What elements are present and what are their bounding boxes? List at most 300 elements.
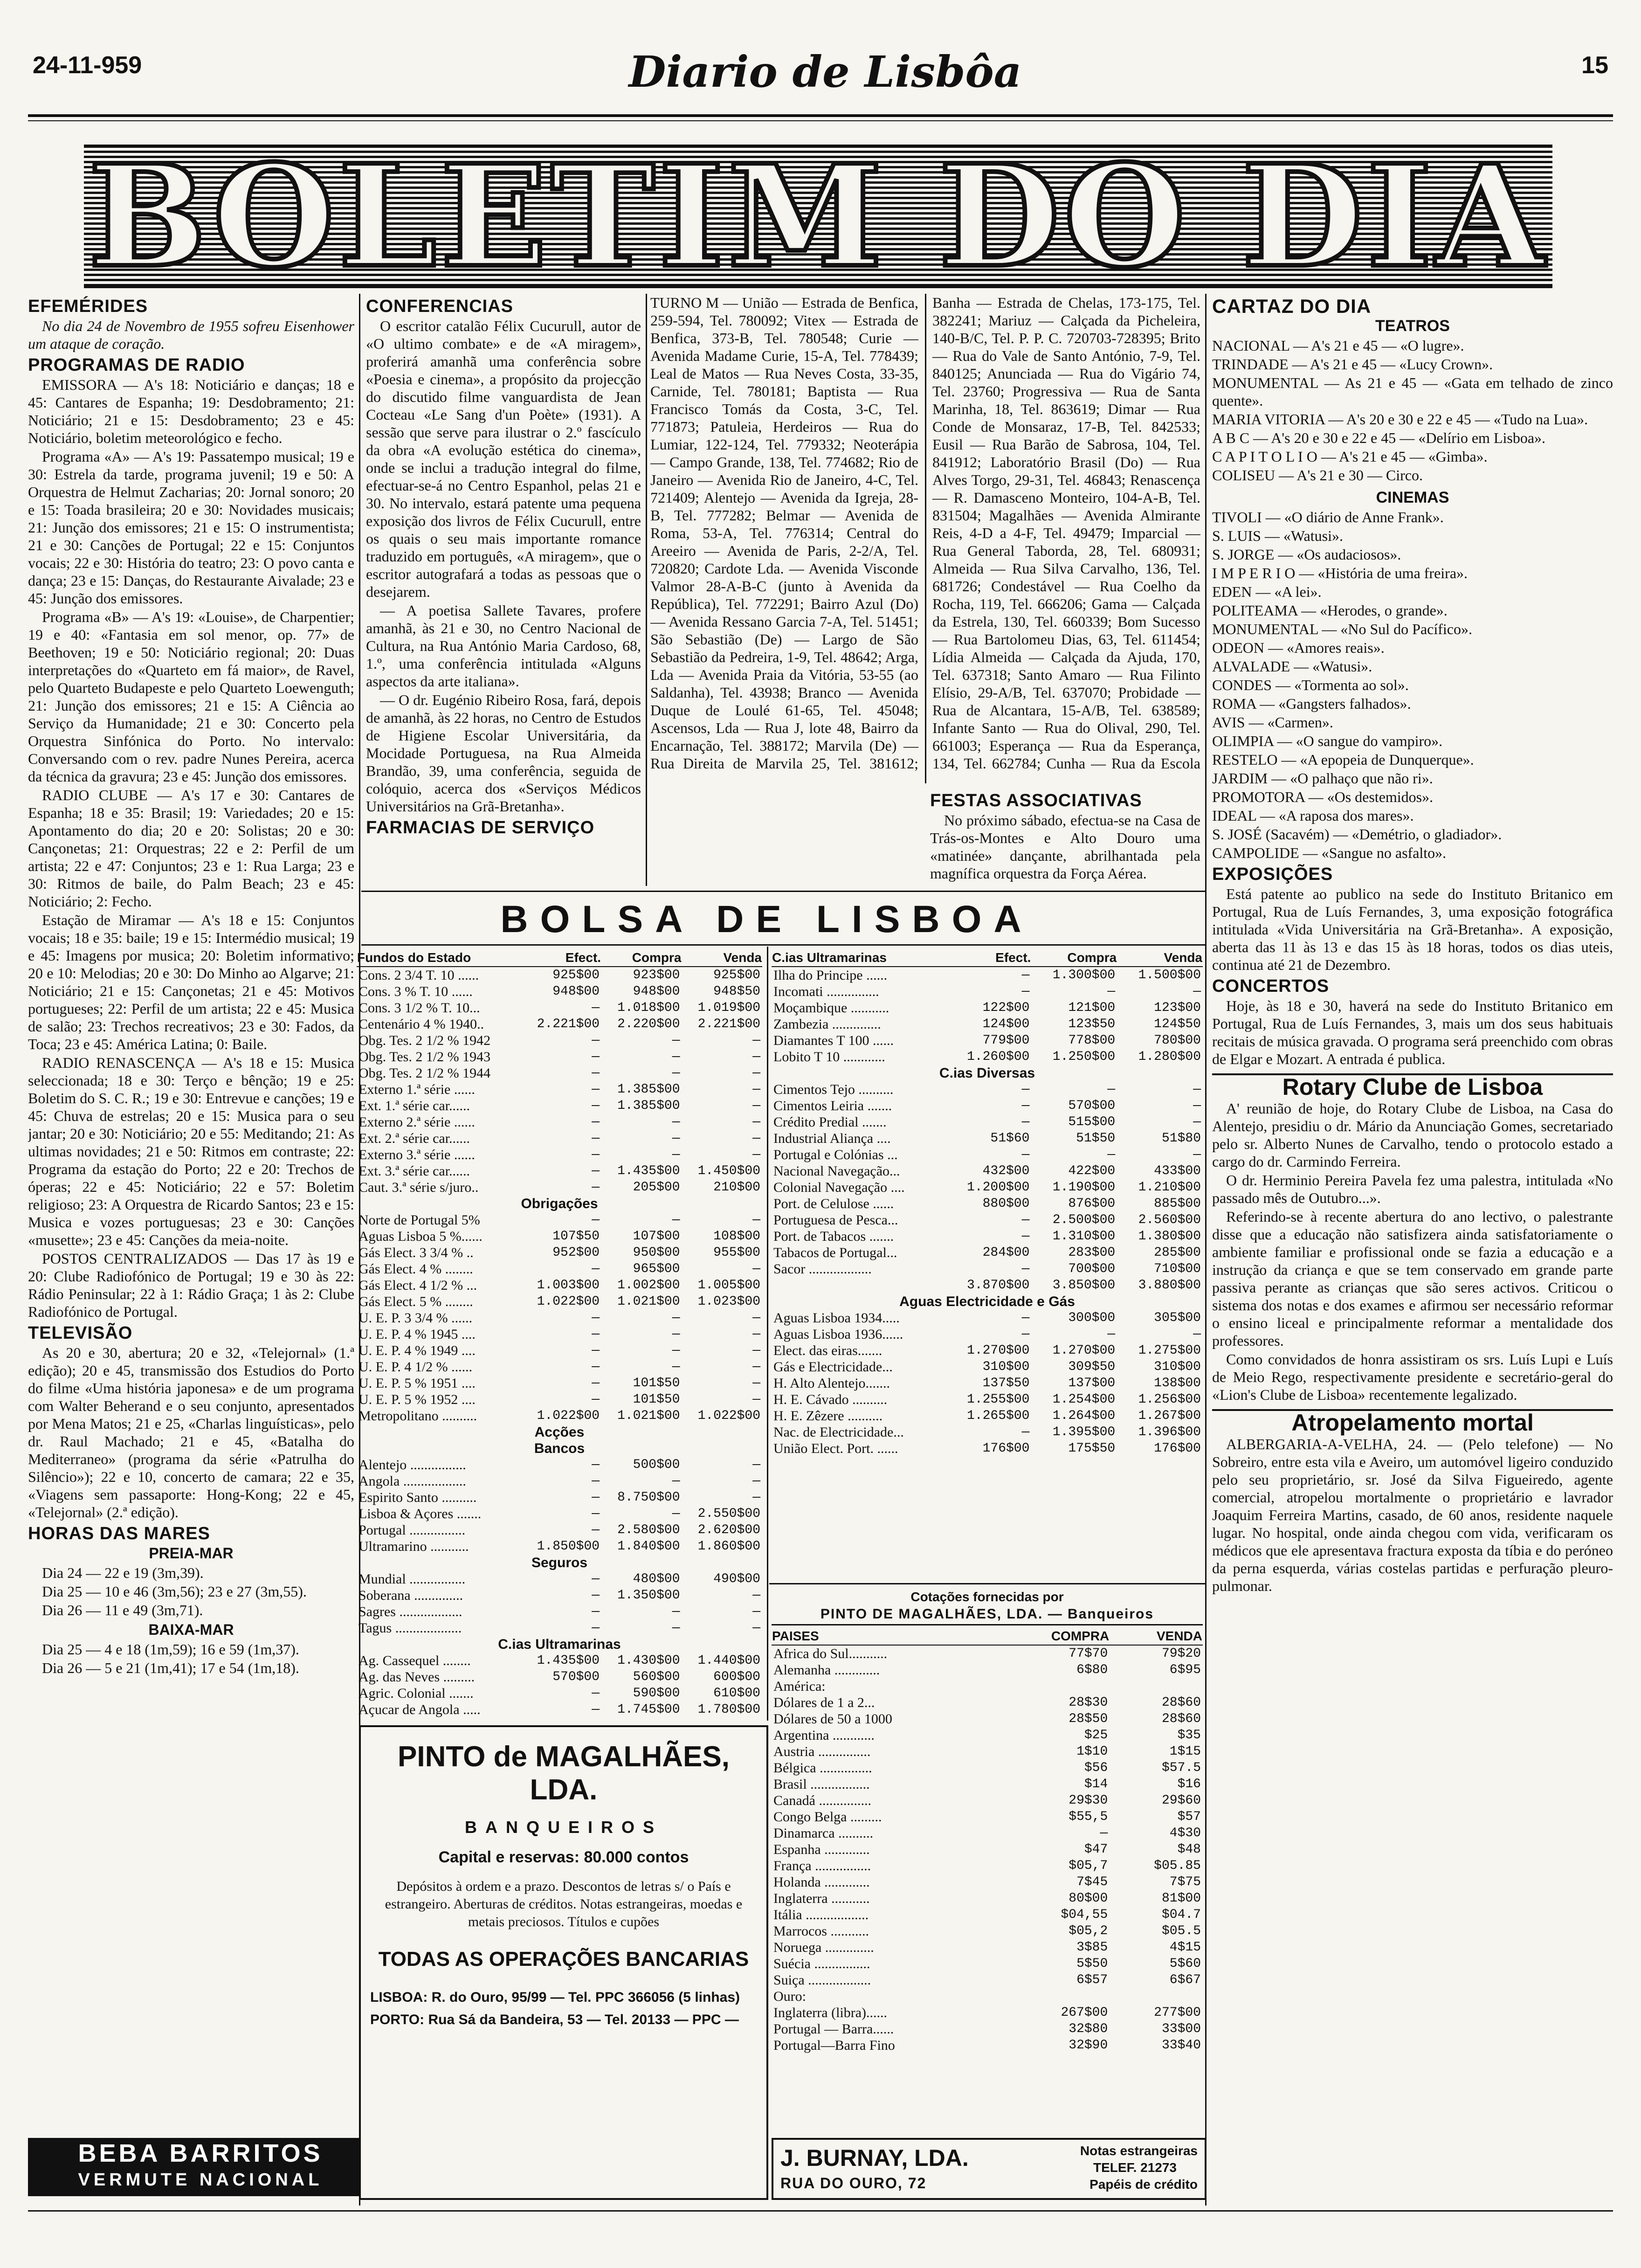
seguros-label: Seguros — [531, 1555, 588, 1570]
row-value: — — [1021, 1311, 1030, 1325]
table-row — [357, 1342, 762, 1359]
table-row — [772, 1310, 1203, 1326]
row-label: Gás Elect. 3 3/4 % .. — [359, 1245, 474, 1260]
table-row — [772, 1939, 1203, 1956]
row-label — [772, 1277, 946, 1293]
row-value: — — [672, 1327, 680, 1341]
row-label: Dólares de 1 a 2... — [773, 1695, 875, 1710]
preia-mar-line: Dia 26 — 11 e 49 (3m,71). — [42, 1602, 203, 1618]
row-value: — — [592, 1343, 600, 1358]
table-row — [772, 1375, 1203, 1391]
televisao-heading: TELEVISÃO — [28, 1323, 133, 1343]
row-label: Metropolitano .......... — [359, 1408, 477, 1424]
table-row — [772, 967, 1203, 983]
row-value: 51$60 — [990, 1131, 1030, 1146]
row-label: Gás e Electricidade... — [773, 1359, 893, 1375]
listing-item: C A P I T O L I O — A's 21 e 45 — «Gimba». — [1212, 448, 1488, 465]
row-label: Alentejo ................ — [359, 1457, 466, 1473]
table-row — [772, 1359, 1203, 1375]
row-value: — — [672, 1474, 680, 1488]
table-row — [357, 1473, 762, 1489]
row-value: 433$00 — [1154, 1164, 1201, 1178]
table-row — [772, 1743, 1203, 1760]
table-row — [357, 1685, 762, 1701]
row-value: 948$50 — [713, 984, 760, 999]
row-value: 77$70 — [1069, 1646, 1108, 1661]
table-row — [357, 1587, 762, 1604]
col-header: C.ias Ultramarinas — [772, 949, 946, 967]
row-value: 28$60 — [1161, 1695, 1201, 1710]
row-value: $56 — [1084, 1761, 1108, 1775]
concertos-heading: CONCERTOS — [1212, 976, 1330, 996]
bolsa-top-rule — [361, 891, 1205, 892]
cotacoes-title: Cotações fornecidas por — [910, 1590, 1064, 1604]
row-value: 1.260$00 — [967, 1050, 1030, 1064]
row-value: 80$00 — [1069, 1891, 1108, 1906]
row-value: 1.395$00 — [1052, 1425, 1116, 1439]
listing-item: I M P E R I O — «História de uma freira». — [1212, 565, 1468, 581]
row-label: Cons. 2 3/4 T. 10 ...... — [359, 968, 479, 983]
row-value: 1.256$00 — [1138, 1392, 1201, 1407]
listing-item: ODEON — «Amores reais». — [1212, 639, 1385, 656]
farmacias-list — [650, 294, 1200, 783]
row-value: — — [752, 1082, 760, 1097]
row-value: — — [1021, 1262, 1030, 1276]
table-row — [772, 1261, 1203, 1277]
row-value: — — [1021, 1082, 1030, 1097]
row-value: — — [592, 1066, 600, 1080]
burnay-ad-name: J. BURNAY, LDA. — [780, 2145, 969, 2171]
table-row — [357, 1701, 762, 1718]
row-value: — — [752, 1066, 760, 1080]
table-row — [772, 1809, 1203, 1825]
teatros-label: TEATROS — [1375, 317, 1450, 335]
programa-miramar: Estação de Miramar — A's 18 e 15: Conjuntos vocais; 18 e 35: baile; 19 e 15: Intermédio musical; 19 e 45: Imagens por musica; 20: Boletim informativo; 20 e 10: Melodias; 20 e 30: Do Minho ao Algarve; 21: Noticiário; 21 e 15: Cançonetas; 21 e 45: Motivos portugueses; 22: Perfil de um artista; 22 e 45: Musica de salão; 23: Trechos recreativos; 23 e 30: Fados, da Toca; 23 e 45: América Latina; 0: Baile. — [28, 912, 354, 1052]
row-label: Gás Elect. 5 % ........ — [359, 1294, 473, 1309]
row-value: $55,5 — [1069, 1810, 1108, 1824]
row-value: 7$75 — [1169, 1875, 1201, 1889]
row-value: 570$00 — [552, 1670, 600, 1684]
pinto-ad-ops: TODAS AS OPERAÇÕES BANCARIAS — [378, 1948, 749, 1971]
obrigacoes-label: Obrigações — [521, 1196, 598, 1211]
row-value: 955$00 — [713, 1245, 760, 1260]
row-value: 779$00 — [982, 1033, 1030, 1048]
row-value: 1.396$00 — [1138, 1425, 1201, 1439]
row-value: — — [672, 1115, 680, 1129]
row-value: — — [1107, 1082, 1116, 1097]
atropelamento-heading: Atropelamento mortal — [1291, 1410, 1534, 1436]
listing-item: MARIA VITORIA — A's 20 e 30 e 22 e 45 — «Tudo na Lua». — [1212, 411, 1588, 428]
row-value: 5$60 — [1169, 1957, 1201, 1971]
row-value: — — [752, 1474, 760, 1488]
listing-item: AVIS — «Carmen». — [1212, 714, 1333, 731]
efemerides-text: No dia 24 de Novembro de 1955 sofreu Eisenhower um ataque de coração. — [28, 318, 354, 352]
row-value: 1.200$00 — [967, 1180, 1030, 1195]
row-value: 124$00 — [982, 1017, 1030, 1031]
row-value: 28$60 — [1161, 1712, 1201, 1726]
cartaz-heading: CARTAZ DO DIA — [1212, 295, 1372, 317]
festas-heading: FESTAS ASSOCIATIVAS — [930, 791, 1142, 810]
listing-item: IDEAL — «A raposa dos mares». — [1212, 807, 1414, 824]
row-value: 1.023$00 — [697, 1294, 760, 1309]
row-label: Port. de Tabacos ....... — [773, 1229, 894, 1244]
row-label: Dinamarca .......... — [773, 1825, 874, 1841]
row-value: $57 — [1177, 1810, 1201, 1824]
row-label: Açucar de Angola ..... — [359, 1702, 481, 1717]
col-header: Efect. — [946, 949, 1032, 967]
row-label: Elect. das eiras....... — [773, 1343, 883, 1358]
row-value: 123$00 — [1154, 1001, 1201, 1015]
row-value: 79$20 — [1161, 1646, 1201, 1661]
page-header — [33, 47, 1608, 107]
row-value: 1.780$00 — [697, 1702, 760, 1717]
row-label: Marrocos ........... — [773, 1923, 869, 1939]
table-row — [772, 983, 1203, 1000]
listing-item: RESTELO — «A epopeia de Dunquerque». — [1212, 751, 1474, 768]
table-row — [772, 1907, 1203, 1923]
row-value: 3.850$00 — [1052, 1278, 1116, 1293]
col-header: COMPRA — [1001, 1627, 1110, 1645]
row-value: 610$00 — [713, 1686, 760, 1701]
row-value: — — [1107, 984, 1116, 999]
row-label: Tagus ................... — [359, 1620, 462, 1636]
row-value: 81$00 — [1161, 1891, 1201, 1906]
table-row — [357, 983, 762, 1000]
table-row — [357, 1506, 762, 1522]
row-value: 1.022$00 — [537, 1409, 600, 1423]
row-value: 515$00 — [1068, 1115, 1116, 1129]
table-row — [772, 1890, 1203, 1907]
mares-heading: HORAS DAS MARES — [28, 1524, 210, 1543]
row-value: 1.210$00 — [1138, 1180, 1201, 1195]
table-row — [357, 1179, 762, 1196]
row-value: 137$50 — [982, 1376, 1030, 1390]
header-rule — [28, 114, 1613, 117]
row-label: Noruega .............. — [773, 1940, 874, 1955]
table-row — [357, 1000, 762, 1016]
bolsa-bottom-rule — [361, 944, 1205, 946]
row-value: — — [752, 1376, 760, 1390]
row-label: Itália .................. — [773, 1907, 869, 1922]
barritos-ad — [28, 2138, 373, 2196]
row-value: — — [592, 1050, 600, 1064]
row-label: Cimentos Leiria ....... — [773, 1098, 892, 1113]
row-label: Brasil ................. — [773, 1777, 870, 1792]
row-value: 283$00 — [1068, 1245, 1116, 1260]
row-value: 965$00 — [633, 1262, 680, 1276]
burnay-ad-line1: Notas estrangeiras — [1080, 2144, 1198, 2158]
listing-item: JARDIM — «O palhaço que não ri». — [1212, 770, 1433, 787]
row-value: 1.265$00 — [967, 1409, 1030, 1423]
row-label: Austria ............... — [773, 1744, 871, 1759]
row-label: Externo 1.ª série ...... — [359, 1082, 475, 1097]
row-label: Dólares de 50 a 1000 — [773, 1711, 892, 1727]
row-value: $25 — [1084, 1728, 1108, 1742]
burnay-ad-line3: Papéis de crédito — [1089, 2177, 1198, 2192]
row-value: — — [592, 1702, 600, 1717]
row-value: — — [752, 1033, 760, 1048]
row-value: 305$00 — [1154, 1311, 1201, 1325]
row-value: — — [1021, 1213, 1030, 1227]
row-value: 925$00 — [713, 968, 760, 982]
row-label: H. Alto Alentejo....... — [773, 1376, 890, 1391]
table-row — [357, 1489, 762, 1506]
row-value: 1.003$00 — [537, 1278, 600, 1293]
row-label: Cons. 3 1/2 % T. 10... — [359, 1000, 480, 1016]
burnay-ad — [772, 2138, 1207, 2200]
row-value: 600$00 — [713, 1670, 760, 1684]
row-value: 700$00 — [1068, 1262, 1116, 1276]
table-row — [357, 1065, 762, 1081]
table-row — [772, 1342, 1203, 1359]
row-value: — — [592, 1588, 600, 1603]
row-value: 4$30 — [1169, 1826, 1201, 1840]
row-value: — — [1193, 1082, 1201, 1097]
row-label: Obg. Tes. 2 1/2 % 1944 — [359, 1065, 491, 1081]
row-value: 1.018$00 — [617, 1001, 680, 1015]
table-row — [357, 1081, 762, 1098]
row-label: Externo 3.ª série ...... — [359, 1147, 475, 1162]
table-row — [357, 1653, 762, 1669]
row-value: 780$00 — [1154, 1033, 1201, 1048]
banner-title: BOLETIM DO DIA — [88, 134, 1548, 298]
table-row — [772, 1049, 1203, 1065]
row-value: — — [592, 1327, 600, 1341]
row-value: 778$00 — [1068, 1033, 1116, 1048]
exposicoes-heading: EXPOSIÇÕES — [1212, 864, 1333, 884]
row-value: 101$50 — [633, 1392, 680, 1407]
row-value: 880$00 — [982, 1196, 1030, 1211]
row-value: 1.840$00 — [617, 1539, 680, 1554]
table-row — [357, 1457, 762, 1473]
table-row — [772, 1760, 1203, 1776]
row-label: Aguas Lisboa 1934..... — [773, 1310, 900, 1326]
row-value: — — [672, 1311, 680, 1325]
row-label: Mundial ................ — [359, 1571, 466, 1587]
row-value: 1.440$00 — [697, 1653, 760, 1668]
row-value: — — [672, 1050, 680, 1064]
row-value: — — [672, 1131, 680, 1146]
table-row — [772, 1841, 1203, 1858]
row-value: 1.300$00 — [1052, 968, 1116, 982]
row-value: 175$50 — [1068, 1441, 1116, 1456]
row-label: U. E. P. 4 % 1945 .... — [359, 1327, 476, 1342]
table-row — [357, 1130, 762, 1147]
listing-item: POLITEAMA — «Herodes, o grande». — [1212, 602, 1448, 619]
table-row — [772, 1825, 1203, 1841]
listing-item: MONUMENTAL — As 21 e 45 — «Gata em telhado de zinco quente». — [1212, 374, 1613, 409]
ultramarinas-table — [772, 949, 1203, 1457]
burnay-ad-line2: TELEF. 21273 — [1093, 2160, 1177, 2175]
table-row — [772, 1874, 1203, 1890]
row-value: — — [592, 1507, 600, 1521]
table-row — [357, 1408, 762, 1424]
row-value: — — [752, 1458, 760, 1472]
row-value: — — [752, 1050, 760, 1064]
row-value: 285$00 — [1154, 1245, 1201, 1260]
row-value: — — [592, 1099, 600, 1113]
pinto-ad-capital: Capital e reservas: 80.000 contos — [438, 1848, 689, 1866]
table-row — [357, 1245, 762, 1261]
row-value: 1.021$00 — [617, 1294, 680, 1309]
row-value: — — [592, 1360, 600, 1374]
table-row — [772, 1114, 1203, 1130]
row-value: 1$15 — [1169, 1744, 1201, 1759]
listing-item: A B C — A's 20 e 30 e 22 e 45 — «Delírio em Lisboa». — [1212, 429, 1546, 446]
row-label: Moçambique ........... — [773, 1000, 889, 1016]
festas-text: No próximo sábado, efectua-se na Casa de Trás-os-Montes e Alto Douro uma «matinée» dançante, abrilhantada pela magnífica orquestra da Força Aérea. — [930, 812, 1200, 882]
col-header: Compra — [1031, 949, 1117, 967]
row-label: Ext. 3.ª série car...... — [359, 1163, 470, 1179]
table-row — [772, 1081, 1203, 1098]
column-divider — [646, 294, 647, 886]
row-value: 1.250$00 — [1052, 1050, 1116, 1064]
row-value: 51$80 — [1161, 1131, 1201, 1146]
row-label: Incomati ............... — [773, 984, 879, 999]
row-value: 1.350$00 — [617, 1588, 680, 1603]
rotary-text: O dr. Herminio Pereira Pavela fez uma palestra, intitulada «No passado mês de Outubro...». — [1212, 1172, 1613, 1206]
accoes-label: Acções — [534, 1424, 585, 1440]
cotacoes-block — [772, 1588, 1203, 2138]
row-value: 1.254$00 — [1052, 1392, 1116, 1407]
table-row — [772, 1662, 1203, 1678]
column-conferencias — [366, 294, 641, 886]
row-value: $05.5 — [1161, 1924, 1201, 1938]
row-label: Cimentos Tejo .......... — [773, 1082, 894, 1097]
row-value: 300$00 — [1068, 1311, 1116, 1325]
row-label: Crédito Predial ....... — [773, 1114, 887, 1130]
row-value: 137$00 — [1068, 1376, 1116, 1390]
column-divider — [1205, 294, 1207, 2206]
cinemas-list — [1212, 508, 1613, 862]
exposicoes-text: Está patente ao publico na sede do Instituto Britanico em Portugal, Rua de Luís Fernandes, 3, uma exposição fotográfica intitulada «Vida Universitária na Grã-Bretanha». A exposição, aberta das 11 às 13 e das 15 às 18 horas, todos os dias uteis, continua até 21 de Dezembro. — [1212, 885, 1613, 973]
row-value: 950$00 — [633, 1245, 680, 1260]
row-value: — — [752, 1343, 760, 1358]
row-label: Nac. de Electricidade... — [773, 1424, 904, 1440]
row-value: $04.7 — [1161, 1908, 1201, 1922]
table-row — [357, 1016, 762, 1032]
header-rule-thin — [28, 120, 1613, 121]
row-value: $05,2 — [1069, 1924, 1108, 1938]
row-label: Congo Belga ......... — [773, 1809, 882, 1825]
listing-item: S. LUIS — «Watusi». — [1212, 527, 1343, 544]
row-value: 6$95 — [1169, 1663, 1201, 1677]
row-value: 2.560$00 — [1138, 1213, 1201, 1227]
row-value: 952$00 — [552, 1245, 600, 1260]
row-value: — — [592, 1213, 600, 1227]
row-value: 2.221$00 — [697, 1017, 760, 1031]
row-label: Bélgica ............... — [773, 1760, 872, 1776]
row-value: 1.745$00 — [617, 1702, 680, 1717]
table-row — [772, 1245, 1203, 1261]
row-value: — — [1100, 1826, 1108, 1840]
row-label: Espanha ............. — [773, 1842, 870, 1857]
farmacias-text: TURNO M — União — Estrada de Benfica, 259-594, Tel. 780092; Vitex — Estrada de Benfica, 373-B, Tel. 780548; Curie — Avenida Madame Curie, 15-A, Tel. 778439; Leal de Matos — Rua Neves Costa, 33-35, Carnide, Tel. 780181; Baptista — Rua Francisco Tomás da Costa, 3-C, Tel. 771873; Patuleia, Herdeiros — Rua do Lumiar, 122-124, Tel. 779332; Neoterápia — Campo Grande, 138, Tel. 774682; Rio de Janeiro — Avenida Rio de Janeiro, 4-C, Tel. 721409; Alentejo — Avenida da Igreja, 28-B, Tel. 777282; Belmar — Avenida de Roma, 53-A, Tel. 776314; Central do Areeiro — Avenida de Paris, 2-2/A, Tel. 720820; Cardote Lda. — Avenida Visconde Valmor 28-A-B-C (junto à Avenida da República), Tel. 772291; Bairro Azul (Do) — Avenida Ressano Garcia 7-A, Tel. 51451; São Sebastião (De) — Largo de São Sebastião da Pedreira, 1-9, Tel. 48642; Arga, Lda — Avenida Praia da Vitória, 53-55 (ao Saldanha), Tel. 43938; Branco — Avenida Duque de Loulé 61-65, Tel. 45048; Ascensos, Lda — Rua J, lote 48, Bairro da Encarnação, Tel. 388172; Marvila (De) — Rua Direita de Marvila 25, Tel. 381612; Banha — Estrada de Chelas, 173-175, Tel. 382241; Mariuz — Calçada da Picheleira, 140-B/C, Tel. P. P. C. 720703-728395; Brito — Rua do Vale de Santo António, 7-9, Tel. 840125; Anunciada — Rua do Vigário 74, Tel. 23760; Progressiva — Rua de Santa Marinha, 18, Tel. 863619; Dimar — Rua Conde de Monsaraz, 17-B, Tel. 842533; Eusil — Rua Barão de Sabrosa, 104, Tel. 841912; Laboratório Brasil (Do) — Rua Alves Torgo, 29-31, Tel. 46843; Renascença — R. Damasceno Monteiro, 104-A-B, Tel. 831504; Magalhães — Avenida Almirante Reis, 4-D a 4-F, Tel. 49479; Imparcial — Rua General Taborda, 28, Tel. 680931; Almeida — Rua Silva Carvalho, 136, Tel. 681726; Condestável — Rua Coelho da Rocha, 119, Tel. 666206; Gama — Calçada da Estrela, 130, Tel. 660339; Bom Sucesso — Rua Bartolomeu Dias, 63, Tel. 611454; Lídia Almeida — Calçada da Ajuda, 170, Tel. 637318; Santo Amaro — Rua Filinto Elísio, 29-A/B, Tel. 637070; Probidade — Rua de Alcantara, 15-A/B, Tel. 638589; Infante Santo — Rua do Olival, 290, Tel. 661003; Esperança — Rua da Esperança, 134, Tel. 662784; Cunha — Rua da Escola — [650, 294, 1200, 772]
listing-item: COLISEU — A's 21 e 30 — Circo. — [1212, 467, 1423, 484]
row-value: 2.580$00 — [617, 1523, 680, 1537]
row-value: 1.380$00 — [1138, 1229, 1201, 1244]
table-row — [357, 1147, 762, 1163]
row-label: Ouro: — [773, 1989, 806, 2004]
row-label: Lisboa & Açores ....... — [359, 1506, 482, 1521]
row-value: 6$57 — [1076, 1973, 1108, 1987]
table-row — [357, 1277, 762, 1293]
row-value: 480$00 — [633, 1572, 680, 1586]
row-value: — — [592, 1572, 600, 1586]
programa-a: Programa «A» — A's 19: Passatempo musical; 19 e 30: Estrela da tarde, programa juvenil; 19 e 50: A Orquestra de Helmut Zacharias; 20: Jornal sonoro; 20 e 15: Toada brasileira; 20 e 30: Novidades musicais; 21: Junção dos emissores; 21 e 15: O instrumentista; 21 e 30: Canções de Portugal; 22 e 15: Conjuntos vocais; 22 e 30: História do teatro; 23: O povo canta e dança; 23 e 15: Danças, do Restaurante Aivalade; 23 e 45: Junção dos emissores. — [28, 448, 354, 607]
table-row — [357, 1310, 762, 1326]
table-row — [772, 1923, 1203, 1939]
row-label: Lobito T 10 ............ — [773, 1049, 885, 1065]
row-label: Portugal e Colónias ... — [773, 1147, 898, 1162]
bancos-label: Bancos — [534, 1441, 585, 1456]
row-value: 876$00 — [1068, 1196, 1116, 1211]
row-label: Argentina ............ — [773, 1728, 875, 1743]
row-label: Gás Elect. 4 % ........ — [359, 1261, 473, 1277]
baixa-mar-line: Dia 25 — 4 e 18 (1m,59); 16 e 59 (1m,37). — [42, 1641, 299, 1658]
table-row — [772, 1326, 1203, 1342]
row-label: Inglaterra (libra)...... — [773, 2005, 888, 2020]
row-value: — — [592, 1115, 600, 1129]
table-row — [772, 1163, 1203, 1179]
row-value: — — [592, 1604, 600, 1619]
row-value: — — [592, 1262, 600, 1276]
bolsa-right-table — [772, 949, 1203, 1583]
row-label: U. E. P. 5 % 1951 .... — [359, 1376, 476, 1391]
table-row — [772, 1000, 1203, 1016]
agua-label: Aguas Electricidade e Gás — [899, 1294, 1075, 1309]
table-row — [772, 1391, 1203, 1408]
row-label: Portugal — Barra...... — [773, 2021, 894, 2037]
bolsa-title: BOLSA DE LISBOA — [500, 898, 1034, 940]
row-value: 432$00 — [982, 1164, 1030, 1178]
row-value: 3.880$00 — [1138, 1278, 1201, 1293]
table-row — [772, 1694, 1203, 1711]
table-row — [772, 1956, 1203, 1972]
page-number: 15 — [1581, 52, 1608, 79]
table-row — [772, 1711, 1203, 1727]
row-value: 2.550$00 — [697, 1507, 760, 1521]
table-row — [772, 1424, 1203, 1440]
row-value: 2.500$00 — [1052, 1213, 1116, 1227]
row-value: — — [1193, 984, 1201, 999]
fundos-table — [357, 949, 762, 1718]
row-value: 138$00 — [1154, 1376, 1201, 1390]
row-value: 1.385$00 — [617, 1082, 680, 1097]
table-row — [357, 1032, 762, 1049]
column-radio — [28, 294, 354, 2131]
table-row — [357, 967, 762, 983]
row-label: H. E. Zêzere .......... — [773, 1408, 883, 1424]
row-value: — — [592, 1001, 600, 1015]
col-header: Venda — [1117, 949, 1203, 967]
row-label: Ext. 1.ª série car...... — [359, 1098, 470, 1113]
atropelamento-text: ALBERGARIA-A-VELHA, 24. — (Pelo telefone) — No Sobreiro, entre esta vila e Aveiro, um automóvel ligeiro conduzido pelo seu proprietário, sr. José da Silva Figueiredo, agente comercial, atropelou mortalmente o proprietário e lavrador Joaquim Ferreira Martins, casado, de 60 anos, residente naquele lugar. No hospital, onde ainda chegou com vida, verificaram os médicos que ele apresentava fractura exposta da tíbia e do peróneo da perna esquerda, várias costelas partidas e perfuração pleuro-pulmonar. — [1212, 1436, 1613, 1594]
programas-heading: PROGRAMAS DE RADIO — [28, 355, 245, 375]
listing-item: S. JORGE — «Os audaciosos». — [1212, 546, 1401, 563]
listing-item: ALVALADE — «Watusi». — [1212, 658, 1372, 675]
row-value: 1.435$00 — [617, 1164, 680, 1178]
row-value: — — [592, 1033, 600, 1048]
table-row — [772, 1858, 1203, 1874]
row-value: — — [1107, 1148, 1116, 1162]
row-value: 1.022$00 — [697, 1409, 760, 1423]
row-value: 1.500$00 — [1138, 968, 1201, 982]
row-value: — — [752, 1360, 760, 1374]
row-value: 1.430$00 — [617, 1653, 680, 1668]
listing-item: CONDES — «Tormenta ao sol». — [1212, 677, 1409, 693]
boletim-banner — [84, 134, 1552, 298]
